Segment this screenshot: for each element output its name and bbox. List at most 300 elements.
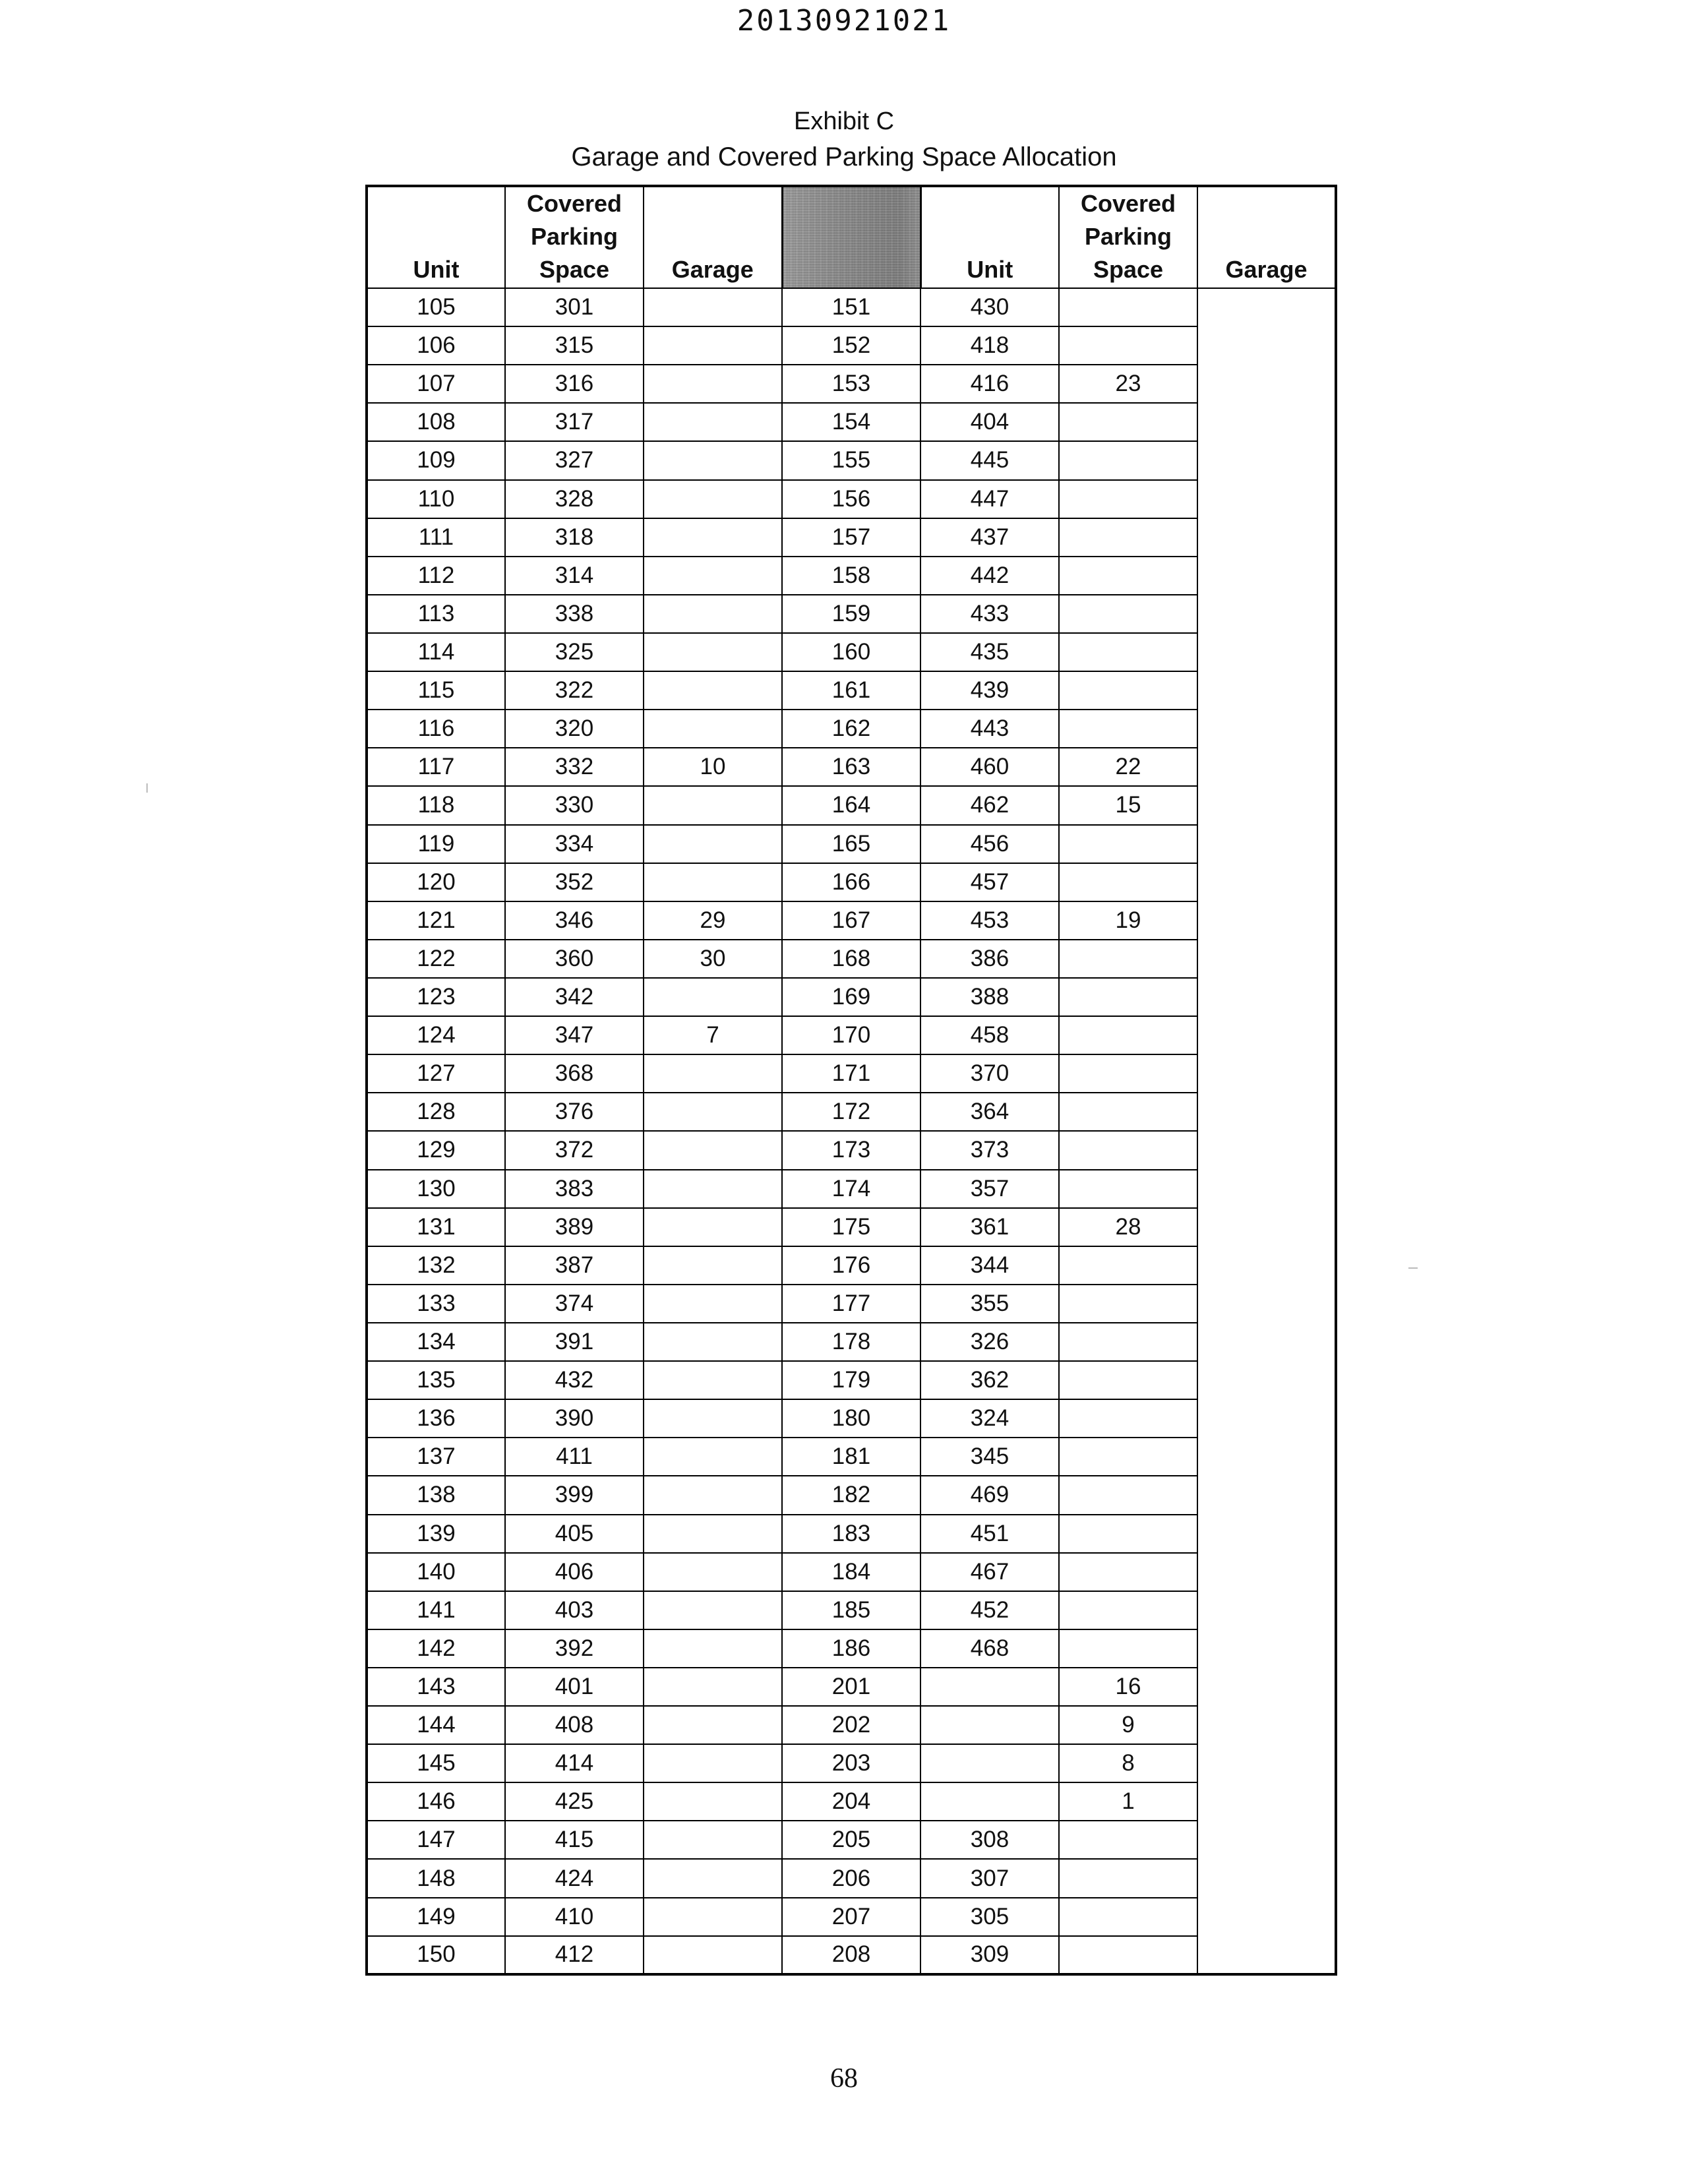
left-unit-cell: 114 xyxy=(367,633,505,671)
header-garage-right xyxy=(1197,186,1336,288)
table-row xyxy=(367,1054,1336,1093)
right-covered-cell: 442 xyxy=(920,557,1059,595)
right-unit-cell: 164 xyxy=(782,786,920,824)
table-row xyxy=(367,1093,1336,1131)
right-covered-cell: 437 xyxy=(920,518,1059,557)
left-covered-cell: 401 xyxy=(505,1668,644,1706)
left-garage-cell xyxy=(644,1246,782,1285)
right-unit-cell: 203 xyxy=(782,1744,920,1782)
right-garage-cell xyxy=(1059,978,1197,1016)
right-garage-cell xyxy=(1059,1323,1197,1361)
table-row xyxy=(367,633,1336,671)
left-unit-cell: 142 xyxy=(367,1629,505,1668)
left-garage-cell: 7 xyxy=(644,1016,782,1054)
right-garage-cell xyxy=(1059,1898,1197,1936)
right-covered-cell: 433 xyxy=(920,595,1059,633)
right-unit-cell: 185 xyxy=(782,1591,920,1629)
right-covered-cell: 430 xyxy=(920,288,1059,326)
right-unit-cell: 204 xyxy=(782,1782,920,1821)
right-garage-cell xyxy=(1059,825,1197,863)
header-covered-line3: Space xyxy=(539,256,610,283)
right-garage-cell: 23 xyxy=(1059,365,1197,403)
right-covered-cell: 439 xyxy=(920,671,1059,710)
left-covered-cell: 352 xyxy=(505,863,644,901)
left-garage-cell xyxy=(644,1515,782,1553)
right-unit-cell: 169 xyxy=(782,978,920,1016)
left-covered-cell: 425 xyxy=(505,1782,644,1821)
left-covered-cell: 389 xyxy=(505,1208,644,1246)
right-garage-cell xyxy=(1059,1438,1197,1476)
right-garage-cell: 1 xyxy=(1059,1782,1197,1821)
left-unit-cell: 148 xyxy=(367,1859,505,1897)
left-covered-cell: 414 xyxy=(505,1744,644,1782)
right-garage-cell xyxy=(1059,441,1197,479)
left-unit-cell: 131 xyxy=(367,1208,505,1246)
left-unit-cell: 143 xyxy=(367,1668,505,1706)
left-garage-cell xyxy=(644,518,782,557)
right-covered-cell: 453 xyxy=(920,901,1059,940)
header-unit-label: Unit xyxy=(967,256,1013,283)
right-garage-cell xyxy=(1059,288,1197,326)
right-unit-cell: 183 xyxy=(782,1515,920,1553)
left-garage-cell xyxy=(644,1170,782,1208)
right-covered-cell: 445 xyxy=(920,441,1059,479)
right-unit-cell: 163 xyxy=(782,748,920,786)
right-unit-cell: 156 xyxy=(782,480,920,518)
left-garage-cell xyxy=(644,1821,782,1859)
allocation-table-container xyxy=(365,185,1337,1976)
left-garage-cell xyxy=(644,1208,782,1246)
right-unit-cell: 168 xyxy=(782,940,920,978)
left-covered-cell: 432 xyxy=(505,1361,644,1399)
right-garage-cell xyxy=(1059,671,1197,710)
left-covered-cell: 346 xyxy=(505,901,644,940)
right-unit-cell: 152 xyxy=(782,326,920,365)
right-covered-cell xyxy=(920,1706,1059,1744)
table-row xyxy=(367,710,1336,748)
left-unit-cell: 123 xyxy=(367,978,505,1016)
right-garage-cell xyxy=(1059,633,1197,671)
right-unit-cell: 157 xyxy=(782,518,920,557)
left-covered-cell: 334 xyxy=(505,825,644,863)
left-garage-cell xyxy=(644,365,782,403)
table-row xyxy=(367,978,1336,1016)
table-row xyxy=(367,1361,1336,1399)
right-covered-cell: 404 xyxy=(920,403,1059,441)
left-unit-cell: 149 xyxy=(367,1898,505,1936)
left-garage-cell xyxy=(644,1323,782,1361)
right-unit-cell: 172 xyxy=(782,1093,920,1131)
table-row xyxy=(367,1706,1336,1744)
right-unit-cell: 167 xyxy=(782,901,920,940)
left-covered-cell: 330 xyxy=(505,786,644,824)
table-row xyxy=(367,1016,1336,1054)
left-garage-cell xyxy=(644,1629,782,1668)
left-unit-cell: 107 xyxy=(367,365,505,403)
header-covered-line1: Covered xyxy=(1080,190,1176,217)
header-covered-line1: Covered xyxy=(526,190,622,217)
right-garage-cell: 19 xyxy=(1059,901,1197,940)
left-unit-cell: 106 xyxy=(367,326,505,365)
table-row xyxy=(367,1898,1336,1936)
left-covered-cell: 342 xyxy=(505,978,644,1016)
left-garage-cell xyxy=(644,557,782,595)
right-covered-cell: 447 xyxy=(920,480,1059,518)
left-covered-cell: 415 xyxy=(505,1821,644,1859)
right-covered-cell: 355 xyxy=(920,1285,1059,1323)
table-row xyxy=(367,1476,1336,1514)
right-garage-cell xyxy=(1059,518,1197,557)
right-unit-cell: 179 xyxy=(782,1361,920,1399)
right-unit-cell: 155 xyxy=(782,441,920,479)
left-garage-cell xyxy=(644,1898,782,1936)
right-covered-cell: 469 xyxy=(920,1476,1059,1514)
table-row xyxy=(367,1131,1336,1169)
left-covered-cell: 301 xyxy=(505,288,644,326)
left-unit-cell: 108 xyxy=(367,403,505,441)
table-row xyxy=(367,901,1336,940)
left-covered-cell: 360 xyxy=(505,940,644,978)
left-garage-cell xyxy=(644,1782,782,1821)
left-unit-cell: 147 xyxy=(367,1821,505,1859)
table-row xyxy=(367,441,1336,479)
left-covered-cell: 314 xyxy=(505,557,644,595)
right-covered-cell: 443 xyxy=(920,710,1059,748)
left-covered-cell: 390 xyxy=(505,1399,644,1438)
exhibit-subtitle: Garage and Covered Parking Space Allocation xyxy=(571,142,1117,171)
left-garage-cell xyxy=(644,1476,782,1514)
page-number: 68 xyxy=(830,2063,858,2094)
left-covered-cell: 318 xyxy=(505,518,644,557)
right-garage-cell xyxy=(1059,1515,1197,1553)
header-covered-line3: Space xyxy=(1093,256,1164,283)
table-row xyxy=(367,940,1336,978)
left-covered-cell: 383 xyxy=(505,1170,644,1208)
left-garage-cell xyxy=(644,1706,782,1744)
right-garage-cell: 22 xyxy=(1059,748,1197,786)
header-garage-label: Garage xyxy=(1225,256,1308,283)
right-covered-cell: 462 xyxy=(920,786,1059,824)
right-covered-cell: 418 xyxy=(920,326,1059,365)
table-row xyxy=(367,1399,1336,1438)
right-unit-cell: 206 xyxy=(782,1859,920,1897)
left-covered-cell: 376 xyxy=(505,1093,644,1131)
table-row xyxy=(367,1170,1336,1208)
left-garage-cell xyxy=(644,633,782,671)
document-number: 20130921021 xyxy=(737,4,951,38)
right-unit-cell: 184 xyxy=(782,1553,920,1591)
left-garage-cell xyxy=(644,1668,782,1706)
table-row xyxy=(367,1553,1336,1591)
right-unit-cell: 207 xyxy=(782,1898,920,1936)
right-unit-cell: 208 xyxy=(782,1936,920,1974)
right-covered-cell: 457 xyxy=(920,863,1059,901)
right-unit-cell: 181 xyxy=(782,1438,920,1476)
left-unit-cell: 109 xyxy=(367,441,505,479)
table-row xyxy=(367,863,1336,901)
table-row xyxy=(367,1821,1336,1859)
left-unit-cell: 133 xyxy=(367,1285,505,1323)
left-garage-cell xyxy=(644,1591,782,1629)
table-row xyxy=(367,1629,1336,1668)
table-row xyxy=(367,403,1336,441)
header-covered-right xyxy=(1059,186,1197,288)
right-garage-cell: 9 xyxy=(1059,1706,1197,1744)
right-garage-cell xyxy=(1059,1170,1197,1208)
table-row xyxy=(367,671,1336,710)
header-covered-line2: Parking xyxy=(530,223,618,250)
right-covered-cell: 308 xyxy=(920,1821,1059,1859)
left-garage-cell xyxy=(644,403,782,441)
right-garage-cell xyxy=(1059,1476,1197,1514)
header-unit-left xyxy=(367,186,505,288)
header-garage-left xyxy=(644,186,782,288)
right-covered-cell: 458 xyxy=(920,1016,1059,1054)
right-covered-cell: 324 xyxy=(920,1399,1059,1438)
left-unit-cell: 120 xyxy=(367,863,505,901)
left-unit-cell: 117 xyxy=(367,748,505,786)
left-garage-cell xyxy=(644,978,782,1016)
left-unit-cell: 130 xyxy=(367,1170,505,1208)
left-garage-cell xyxy=(644,1285,782,1323)
right-unit-cell: 173 xyxy=(782,1131,920,1169)
table-row xyxy=(367,1859,1336,1897)
left-garage-cell xyxy=(644,326,782,365)
right-garage-cell xyxy=(1059,1936,1197,1974)
right-garage-cell xyxy=(1059,480,1197,518)
right-covered-cell: 364 xyxy=(920,1093,1059,1131)
right-covered-cell: 467 xyxy=(920,1553,1059,1591)
left-garage-cell xyxy=(644,671,782,710)
left-garage-cell xyxy=(644,825,782,863)
right-covered-cell: 386 xyxy=(920,940,1059,978)
right-covered-cell: 460 xyxy=(920,748,1059,786)
left-garage-cell xyxy=(644,1859,782,1897)
right-garage-cell xyxy=(1059,1054,1197,1093)
right-unit-cell: 160 xyxy=(782,633,920,671)
left-garage-cell: 29 xyxy=(644,901,782,940)
left-unit-cell: 118 xyxy=(367,786,505,824)
right-garage-cell xyxy=(1059,1553,1197,1591)
right-garage-cell xyxy=(1059,403,1197,441)
right-covered-cell: 456 xyxy=(920,825,1059,863)
right-unit-cell: 205 xyxy=(782,1821,920,1859)
exhibit-title: Exhibit C xyxy=(793,107,895,135)
right-covered-cell: 451 xyxy=(920,1515,1059,1553)
table-row xyxy=(367,1208,1336,1246)
right-garage-cell xyxy=(1059,557,1197,595)
right-covered-cell: 468 xyxy=(920,1629,1059,1668)
left-covered-cell: 317 xyxy=(505,403,644,441)
table-row xyxy=(367,1936,1336,1974)
table-row xyxy=(367,518,1336,557)
right-garage-cell xyxy=(1059,940,1197,978)
left-unit-cell: 128 xyxy=(367,1093,505,1131)
left-covered-cell: 325 xyxy=(505,633,644,671)
right-unit-cell: 165 xyxy=(782,825,920,863)
left-garage-cell xyxy=(644,786,782,824)
right-unit-cell: 166 xyxy=(782,863,920,901)
left-unit-cell: 137 xyxy=(367,1438,505,1476)
left-garage-cell xyxy=(644,1361,782,1399)
left-covered-cell: 411 xyxy=(505,1438,644,1476)
right-garage-cell xyxy=(1059,1131,1197,1169)
right-unit-cell: 154 xyxy=(782,403,920,441)
left-garage-cell xyxy=(644,1131,782,1169)
right-garage-cell xyxy=(1059,710,1197,748)
right-unit-cell: 162 xyxy=(782,710,920,748)
right-unit-cell: 159 xyxy=(782,595,920,633)
right-garage-cell xyxy=(1059,326,1197,365)
right-covered-cell xyxy=(920,1668,1059,1706)
left-unit-cell: 132 xyxy=(367,1246,505,1285)
left-unit-cell: 116 xyxy=(367,710,505,748)
left-garage-cell xyxy=(644,1093,782,1131)
left-garage-cell xyxy=(644,1438,782,1476)
left-unit-cell: 112 xyxy=(367,557,505,595)
left-unit-cell: 119 xyxy=(367,825,505,863)
left-unit-cell: 141 xyxy=(367,1591,505,1629)
table-row xyxy=(367,480,1336,518)
table-row xyxy=(367,557,1336,595)
right-garage-cell: 16 xyxy=(1059,1668,1197,1706)
right-garage-cell: 28 xyxy=(1059,1208,1197,1246)
left-covered-cell: 315 xyxy=(505,326,644,365)
left-unit-cell: 124 xyxy=(367,1016,505,1054)
scan-speck xyxy=(146,783,148,793)
table-row xyxy=(367,595,1336,633)
left-unit-cell: 134 xyxy=(367,1323,505,1361)
right-unit-cell: 175 xyxy=(782,1208,920,1246)
left-covered-cell: 368 xyxy=(505,1054,644,1093)
right-garage-cell xyxy=(1059,1361,1197,1399)
right-garage-cell xyxy=(1059,1859,1197,1897)
left-covered-cell: 403 xyxy=(505,1591,644,1629)
right-garage-cell xyxy=(1059,1016,1197,1054)
right-covered-cell: 357 xyxy=(920,1170,1059,1208)
left-garage-cell xyxy=(644,1054,782,1093)
table-row xyxy=(367,1285,1336,1323)
left-covered-cell: 347 xyxy=(505,1016,644,1054)
left-unit-cell: 105 xyxy=(367,288,505,326)
left-covered-cell: 399 xyxy=(505,1476,644,1514)
left-covered-cell: 387 xyxy=(505,1246,644,1285)
left-unit-cell: 136 xyxy=(367,1399,505,1438)
header-unit-label: Unit xyxy=(413,256,460,283)
right-garage-cell xyxy=(1059,1246,1197,1285)
right-unit-cell: 201 xyxy=(782,1668,920,1706)
right-unit-cell: 202 xyxy=(782,1706,920,1744)
right-covered-cell: 326 xyxy=(920,1323,1059,1361)
right-covered-cell: 309 xyxy=(920,1936,1059,1974)
right-covered-cell: 388 xyxy=(920,978,1059,1016)
table-row xyxy=(367,1515,1336,1553)
left-covered-cell: 316 xyxy=(505,365,644,403)
right-covered-cell: 452 xyxy=(920,1591,1059,1629)
right-garage-cell xyxy=(1059,595,1197,633)
header-garage-label: Garage xyxy=(671,256,754,283)
right-covered-cell: 362 xyxy=(920,1361,1059,1399)
table-row xyxy=(367,288,1336,326)
left-unit-cell: 145 xyxy=(367,1744,505,1782)
right-unit-cell: 178 xyxy=(782,1323,920,1361)
right-garage-cell xyxy=(1059,1399,1197,1438)
right-unit-cell: 186 xyxy=(782,1629,920,1668)
left-unit-cell: 150 xyxy=(367,1936,505,1974)
right-covered-cell xyxy=(920,1744,1059,1782)
right-garage-cell xyxy=(1059,1629,1197,1668)
right-covered-cell: 435 xyxy=(920,633,1059,671)
left-garage-cell xyxy=(644,1744,782,1782)
right-covered-cell: 344 xyxy=(920,1246,1059,1285)
table-row xyxy=(367,786,1336,824)
right-garage-cell: 15 xyxy=(1059,786,1197,824)
header-unit-right xyxy=(920,186,1059,288)
left-unit-cell: 138 xyxy=(367,1476,505,1514)
left-unit-cell: 144 xyxy=(367,1706,505,1744)
table-row xyxy=(367,1246,1336,1285)
scan-speck xyxy=(1408,1267,1418,1269)
right-unit-cell: 153 xyxy=(782,365,920,403)
left-garage-cell xyxy=(644,480,782,518)
left-garage-cell xyxy=(644,1553,782,1591)
right-garage-cell xyxy=(1059,1093,1197,1131)
right-covered-cell: 361 xyxy=(920,1208,1059,1246)
allocation-table xyxy=(365,185,1337,1976)
left-garage-cell xyxy=(644,595,782,633)
left-unit-cell: 115 xyxy=(367,671,505,710)
header-row xyxy=(367,186,1336,288)
right-covered-cell: 373 xyxy=(920,1131,1059,1169)
left-covered-cell: 327 xyxy=(505,441,644,479)
left-covered-cell: 332 xyxy=(505,748,644,786)
left-covered-cell: 322 xyxy=(505,671,644,710)
left-covered-cell: 410 xyxy=(505,1898,644,1936)
left-unit-cell: 113 xyxy=(367,595,505,633)
table-row xyxy=(367,365,1336,403)
left-covered-cell: 408 xyxy=(505,1706,644,1744)
left-covered-cell: 372 xyxy=(505,1131,644,1169)
left-covered-cell: 424 xyxy=(505,1859,644,1897)
left-unit-cell: 140 xyxy=(367,1553,505,1591)
table-row xyxy=(367,326,1336,365)
left-unit-cell: 121 xyxy=(367,901,505,940)
left-garage-cell xyxy=(644,863,782,901)
table-row xyxy=(367,1591,1336,1629)
right-unit-cell: 180 xyxy=(782,1399,920,1438)
right-unit-cell: 174 xyxy=(782,1170,920,1208)
left-garage-cell: 10 xyxy=(644,748,782,786)
left-covered-cell: 338 xyxy=(505,595,644,633)
left-garage-cell xyxy=(644,710,782,748)
right-garage-cell xyxy=(1059,1821,1197,1859)
left-garage-cell xyxy=(644,1936,782,1974)
table-row xyxy=(367,1668,1336,1706)
left-covered-cell: 374 xyxy=(505,1285,644,1323)
right-covered-cell: 345 xyxy=(920,1438,1059,1476)
left-covered-cell: 405 xyxy=(505,1515,644,1553)
left-covered-cell: 392 xyxy=(505,1629,644,1668)
right-garage-cell xyxy=(1059,863,1197,901)
table-row xyxy=(367,1782,1336,1821)
right-unit-cell: 170 xyxy=(782,1016,920,1054)
right-unit-cell: 171 xyxy=(782,1054,920,1093)
right-unit-cell: 161 xyxy=(782,671,920,710)
left-covered-cell: 320 xyxy=(505,710,644,748)
left-covered-cell: 412 xyxy=(505,1936,644,1974)
right-garage-cell xyxy=(1059,1591,1197,1629)
right-covered-cell: 370 xyxy=(920,1054,1059,1093)
